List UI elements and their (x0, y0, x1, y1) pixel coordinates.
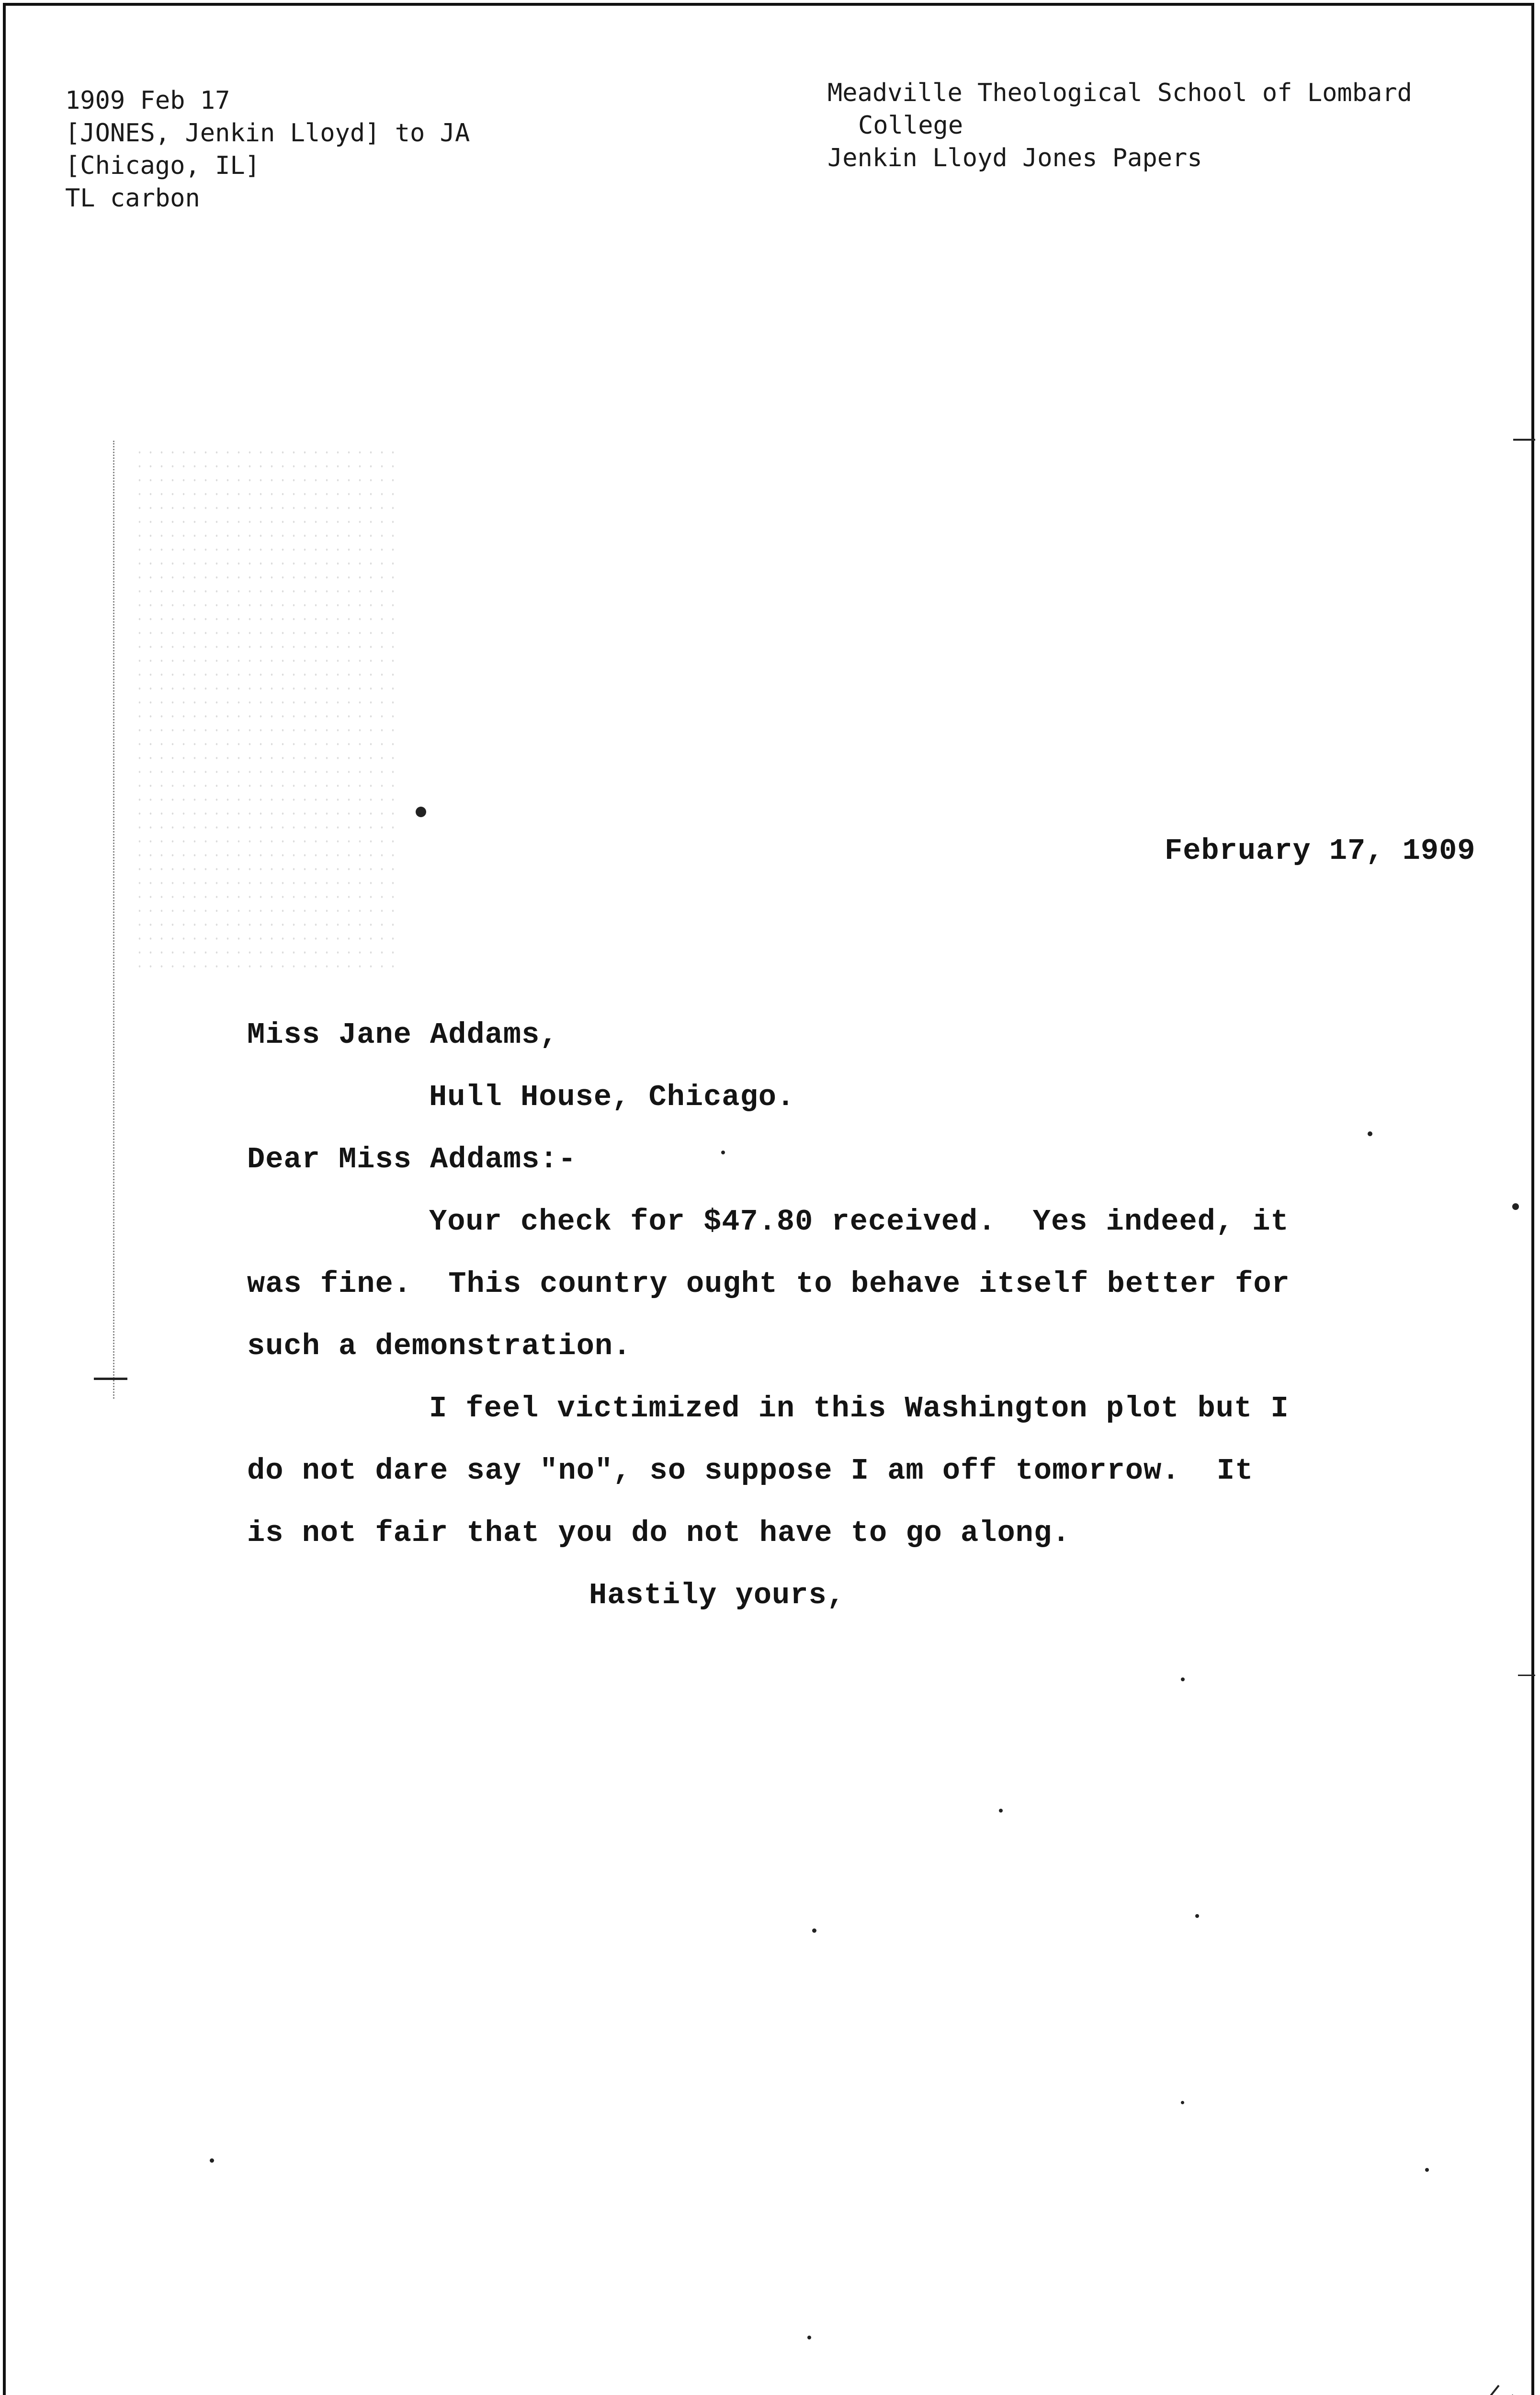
scan-speck (210, 2158, 214, 2163)
scan-edge-mark (1518, 1675, 1535, 1676)
citation-place: [Chicago, IL] (65, 151, 260, 180)
citation-correspondents: [JONES, Jenkin Lloyd] to JA (65, 119, 470, 148)
archive-citation (65, 84, 470, 215)
scan-speck (1425, 2168, 1429, 2172)
corner-scan-mark (1465, 2376, 1518, 2395)
scan-margin-line (113, 441, 116, 1399)
letter-date: February 17, 1909 (1165, 834, 1476, 868)
scan-edge-mark (94, 1378, 127, 1380)
citation-format: TL carbon (65, 184, 200, 213)
citation-date: 1909 Feb 17 (65, 86, 230, 115)
letter-address: Hull House, Chicago. (429, 1080, 795, 1114)
letter-salutation: Dear Miss Addams:- (247, 1142, 577, 1176)
scan-speck (721, 1151, 725, 1154)
paragraph-1-line-1: Your check for $47.80 received. Yes indeed, it (429, 1205, 1289, 1239)
repository-line-1: Meadville Theological School of Lombard (827, 79, 1412, 107)
scan-smudge (134, 445, 402, 972)
paragraph-1-line-2: was fine. This country ought to behave itself better for (247, 1267, 1290, 1301)
scan-speck (1195, 1914, 1199, 1918)
paragraph-2-line-1: I feel victimized in this Washington plot but I (429, 1391, 1289, 1426)
paragraph-2-line-3: is not fair that you do not have to go along. (247, 1516, 1071, 1550)
paragraph-2-line-2: do not dare say "no", so suppose I am off tomorrow. It (247, 1454, 1254, 1488)
paragraph-1-line-3: such a demonstration. (247, 1329, 632, 1363)
collection-name: Jenkin Lloyd Jones Papers (827, 144, 1202, 172)
letter-closing: Hastily yours, (589, 1578, 845, 1612)
scan-speck (999, 1809, 1003, 1813)
scan-speck (1512, 1203, 1519, 1210)
scan-speck (1368, 1131, 1372, 1136)
scan-speck (1181, 1677, 1185, 1681)
archive-repository (827, 77, 1412, 174)
repository-line-2: College (858, 111, 963, 140)
scan-speck (1181, 2101, 1184, 2104)
letter-recipient: Miss Jane Addams, (247, 1018, 558, 1052)
scan-speck (416, 807, 426, 817)
scan-speck (812, 1928, 816, 1933)
scan-edge-mark (1513, 439, 1535, 441)
scan-speck (807, 2336, 811, 2339)
